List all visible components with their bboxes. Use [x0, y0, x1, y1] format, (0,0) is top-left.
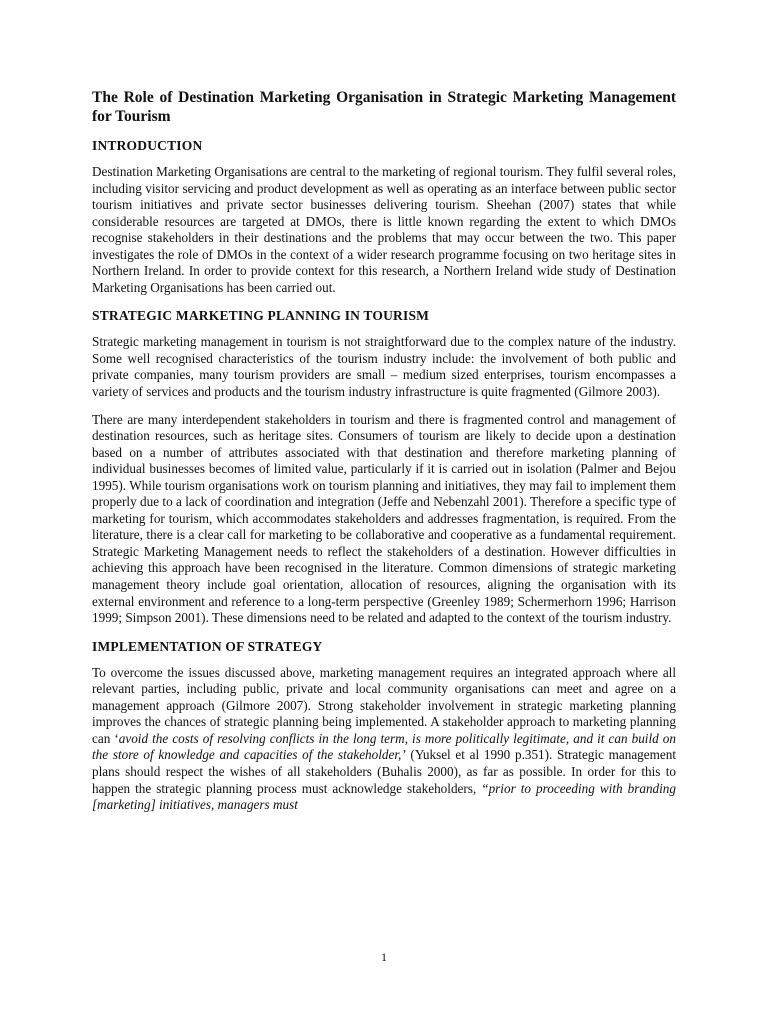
paragraph-text: Destination Marketing Organisations are central to the marketing of regional tourism. They fulfil several roles, including visitor servicing and product development as well as operating as an interface between public sector tourism initiatives and private sector businesses delivering tourism. Sheehan (2007) states that while considerable resources are targeted at DMOs, there is little known regarding the extent to which DMOs recognise stakeholders in their destinations and the problems that may occur between the two. This paper investigates the role of DMOs in the context of a wider research programme focusing on two heritage sites in Northern Ireland. In order to provide context for this research, a Northern Ireland wide study of Destination Marketing Organisations has been carried out.	[92, 164, 676, 295]
paragraph	[92, 164, 676, 296]
paragraph-text: (Yuksel et al 1990 p.351). Strategic management plans should respect the wishes of all stakeholders (Buhalis 2000), as far as possible. In order for this to happen the strategic planning process must acknowledge stakeholders,	[92, 747, 677, 796]
paragraph	[92, 665, 676, 814]
paragraph-text: Strategic marketing management in tourism is not straightforward due to the complex nature of the industry. Some well recognised characteristics of the tourism industry include: the involvement of both public and private companies, many tourism providers are small – medium sized enterprises, tourism encompasses a variety of services and products and the tourism industry infrastructure is quite fragmented (Gilmore 2003).	[92, 334, 676, 400]
paragraph-text: There are many interdependent stakeholders in tourism and there is fragmented control and management of destination resources, such as heritage sites. Consumers of tourism are likely to decide upon a destination based on a number of attributes associated with that destination and therefore marketing planning of individual businesses becomes of limited value, particularly if it is carried out in isolation (Palmer and Bejou 1995). While tourism organisations work on tourism planning and initiatives, they may fail to implement them properly due to a lack of coordination and integration (Jeffe and Nebenzahl 2001). Therefore a specific type of marketing for tourism, which accommodates stakeholders and addresses fragmentation, is required. From the literature, there is a clear call for marketing to be collaborative and cooperative as a fundamental requirement. Strategic Marketing Management needs to reflect the stakeholders of a destination. However difficulties in achieving this approach have been recognised in the literature. Common dimensions of strategic marketing management theory include goal orientation, allocation of resources, aligning the organisation with its external environment and reference to a long-term perspective (Greenley 1989; Schermerhorn 1996; Harrison 1999; Simpson 2001). These dimensions need to be related and adapted to the context of the tourism industry.	[92, 411, 676, 626]
section-implementation-of-strategy	[92, 638, 676, 814]
quotation-text: “prior to proceeding with branding [marketing] initiatives, managers must	[92, 780, 676, 813]
quotation-text: avoid the costs of resolving conflicts in the long term, is more politically legitimate, and it can build on the store of knowledge and capacities of the stakeholder,’	[92, 730, 676, 763]
section-introduction	[92, 137, 676, 296]
document-title: The Role of Destination Marketing Organisation in Strategic Marketing Management for Tourism	[92, 89, 676, 125]
section-strategic-marketing-planning	[92, 307, 676, 626]
section-heading-introduction: INTRODUCTION	[92, 138, 203, 153]
page-number: 1	[381, 950, 387, 964]
paragraph-text: To overcome the issues discussed above, marketing management requires an integrated approach where all relevant parties, including public, private and local community organisations can meet and agree on a management approach (Gilmore 2007). Strong stakeholder involvement in strategic marketing planning improves the chances of strategic planning being implemented. A stakeholder approach to marketing planning can ‘	[92, 664, 676, 746]
document-page	[92, 88, 676, 825]
paragraph	[92, 334, 676, 400]
section-heading-implementation-of-strategy: IMPLEMENTATION OF STRATEGY	[92, 638, 323, 654]
section-heading-strategic-marketing-planning: STRATEGIC MARKETING PLANNING IN TOURISM	[92, 308, 430, 324]
paragraph	[92, 412, 676, 627]
